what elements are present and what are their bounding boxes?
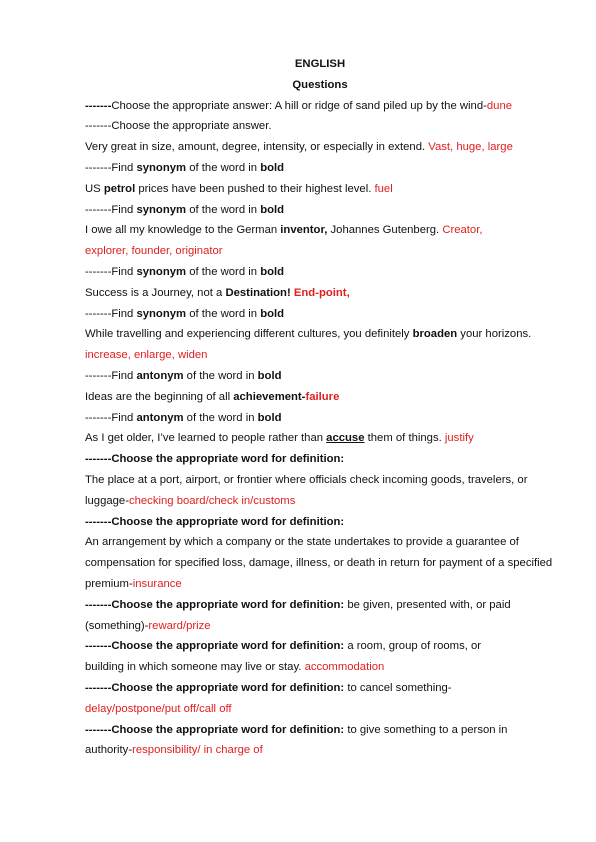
target-word: Destination! <box>225 286 291 299</box>
instruction: Choose the appropriate answer: A hill or ridge of sand piled up by the wind- <box>111 99 487 112</box>
dash: ------- <box>85 515 112 528</box>
dash: ------- <box>85 723 112 736</box>
question-2-text <box>85 137 555 158</box>
bold-label: bold <box>260 161 285 174</box>
question-13 <box>85 678 555 720</box>
subtitle-text: Questions <box>292 78 348 91</box>
question-10-definition <box>85 532 555 594</box>
question-14 <box>85 720 555 762</box>
of-word-text: of the word in <box>183 411 258 424</box>
dash: ------- <box>85 369 112 382</box>
dash: ------- <box>85 453 112 466</box>
find-text: Find <box>111 369 137 382</box>
question-1 <box>85 96 555 117</box>
question-4-instruction <box>85 200 555 221</box>
find-text: Find <box>111 307 137 320</box>
find-text: Find <box>111 411 137 424</box>
target-word: broaden <box>412 328 458 341</box>
bold-label: bold <box>260 203 285 216</box>
sentence-part: prices have been pushed to their highest level. <box>135 182 375 195</box>
question-10-instruction <box>85 512 555 533</box>
answer: delay/postpone/put off/call off <box>85 702 232 715</box>
question-7-instruction <box>85 366 555 387</box>
sentence-part: While travelling and experiencing different cultures, you definitely <box>85 328 413 341</box>
sentence-part: Ideas are the beginning of all <box>85 390 234 403</box>
definition-text: to give something to a person in authority- <box>85 723 508 757</box>
answer: checking board/check in/customs <box>128 494 296 507</box>
sentence-part: As I get older, I’ve learned to people rather than <box>85 432 327 445</box>
answer: reward/prize <box>148 619 211 632</box>
bold-label: bold <box>257 411 282 424</box>
bold-label: bold <box>260 307 285 320</box>
answer: dune <box>486 99 513 112</box>
target-word: inventor, <box>280 224 328 237</box>
document-title <box>85 54 555 75</box>
instruction: Choose the appropriate word for definition: <box>111 453 345 466</box>
document-page <box>85 54 555 761</box>
synonym-label: synonym <box>136 307 187 320</box>
dash: ------- <box>85 203 112 216</box>
question-2-instruction <box>85 116 555 137</box>
target-word: petrol <box>103 182 136 195</box>
question-text: Very great in size, amount, degree, intensity, or especially in extend. <box>85 141 429 154</box>
document-subtitle <box>85 75 555 96</box>
target-word: achievement- <box>233 390 306 403</box>
sentence-part: Johannes Gutenberg. <box>327 224 443 237</box>
question-8-instruction <box>85 408 555 429</box>
synonym-label: synonym <box>136 203 187 216</box>
find-text: Find <box>111 203 137 216</box>
instruction: Choose the appropriate word for definition: <box>111 723 345 736</box>
dash: ------- <box>85 640 112 653</box>
question-7-sentence <box>85 387 555 408</box>
question-3-instruction <box>85 158 555 179</box>
instruction: Choose the appropriate answer. <box>111 120 272 133</box>
synonym-label: synonym <box>136 265 187 278</box>
dash: ------- <box>85 161 112 174</box>
dash: ------- <box>85 598 112 611</box>
answer: increase, enlarge, widen <box>85 349 208 362</box>
definition-text: to cancel something- <box>344 681 452 694</box>
sentence-part: Success is a Journey, not a <box>85 286 226 299</box>
answer: responsibility/ in charge of <box>132 744 263 757</box>
antonym-label: antonym <box>136 411 184 424</box>
synonym-label: synonym <box>136 161 187 174</box>
answer: accommodation <box>304 661 385 674</box>
bold-label: bold <box>260 265 285 278</box>
target-word: accuse <box>326 432 365 445</box>
answer: Vast, huge, large <box>428 141 513 154</box>
dash: ------- <box>85 307 112 320</box>
question-8-sentence <box>85 428 555 449</box>
definition-text: a room, group of rooms, or building in which someone may live or stay. <box>85 640 482 674</box>
answer: justify <box>444 432 474 445</box>
instruction: Choose the appropriate word for definition: <box>111 681 345 694</box>
bold-label: bold <box>257 369 282 382</box>
question-5-sentence <box>85 283 555 304</box>
answer: End-point, <box>290 286 350 299</box>
of-word-text: of the word in <box>186 203 261 216</box>
of-word-text: of the word in <box>186 265 261 278</box>
question-12 <box>85 636 555 678</box>
dash: ------- <box>85 99 112 112</box>
question-6-instruction <box>85 304 555 325</box>
instruction: Choose the appropriate word for definition: <box>111 515 345 528</box>
of-word-text: of the word in <box>186 161 261 174</box>
definition-text: The place at a port, airport, or frontier where officials check incoming goods, travelers, or luggage- <box>85 473 528 507</box>
answer: fuel <box>374 182 393 195</box>
dash: ------- <box>85 681 112 694</box>
instruction: Choose the appropriate word for definition: <box>111 640 345 653</box>
antonym-label: antonym <box>136 369 184 382</box>
question-11 <box>85 595 555 637</box>
answer: insurance <box>132 577 182 590</box>
dash: ------- <box>85 265 112 278</box>
title-text: ENGLISH <box>294 58 346 70</box>
sentence-part: I owe all my knowledge to the German <box>85 224 281 237</box>
question-6-sentence <box>85 324 555 366</box>
dash: ------- <box>85 411 112 424</box>
find-text: Find <box>111 265 137 278</box>
definition-text: An arrangement by which a company or the state undertakes to provide a guarantee of compensation for specified loss, damage, illness, or death in return for payment of a specified premium- <box>85 536 553 590</box>
answer: Creator, explorer, founder, originator <box>85 224 483 258</box>
of-word-text: of the word in <box>186 307 261 320</box>
question-3-sentence <box>85 179 555 200</box>
dash: ------- <box>85 120 112 133</box>
definition-text: be given, presented with, or paid (something)- <box>85 598 511 632</box>
answer: failure <box>305 390 340 403</box>
find-text: Find <box>111 161 137 174</box>
question-4-sentence <box>85 220 555 262</box>
sentence-part: them of things. <box>364 432 445 445</box>
instruction: Choose the appropriate word for definition: <box>111 598 345 611</box>
sentence-part: US <box>85 182 104 195</box>
question-9-instruction <box>85 449 555 470</box>
question-9-definition <box>85 470 555 512</box>
of-word-text: of the word in <box>183 369 258 382</box>
sentence-part: your horizons. <box>457 328 532 341</box>
question-5-instruction <box>85 262 555 283</box>
